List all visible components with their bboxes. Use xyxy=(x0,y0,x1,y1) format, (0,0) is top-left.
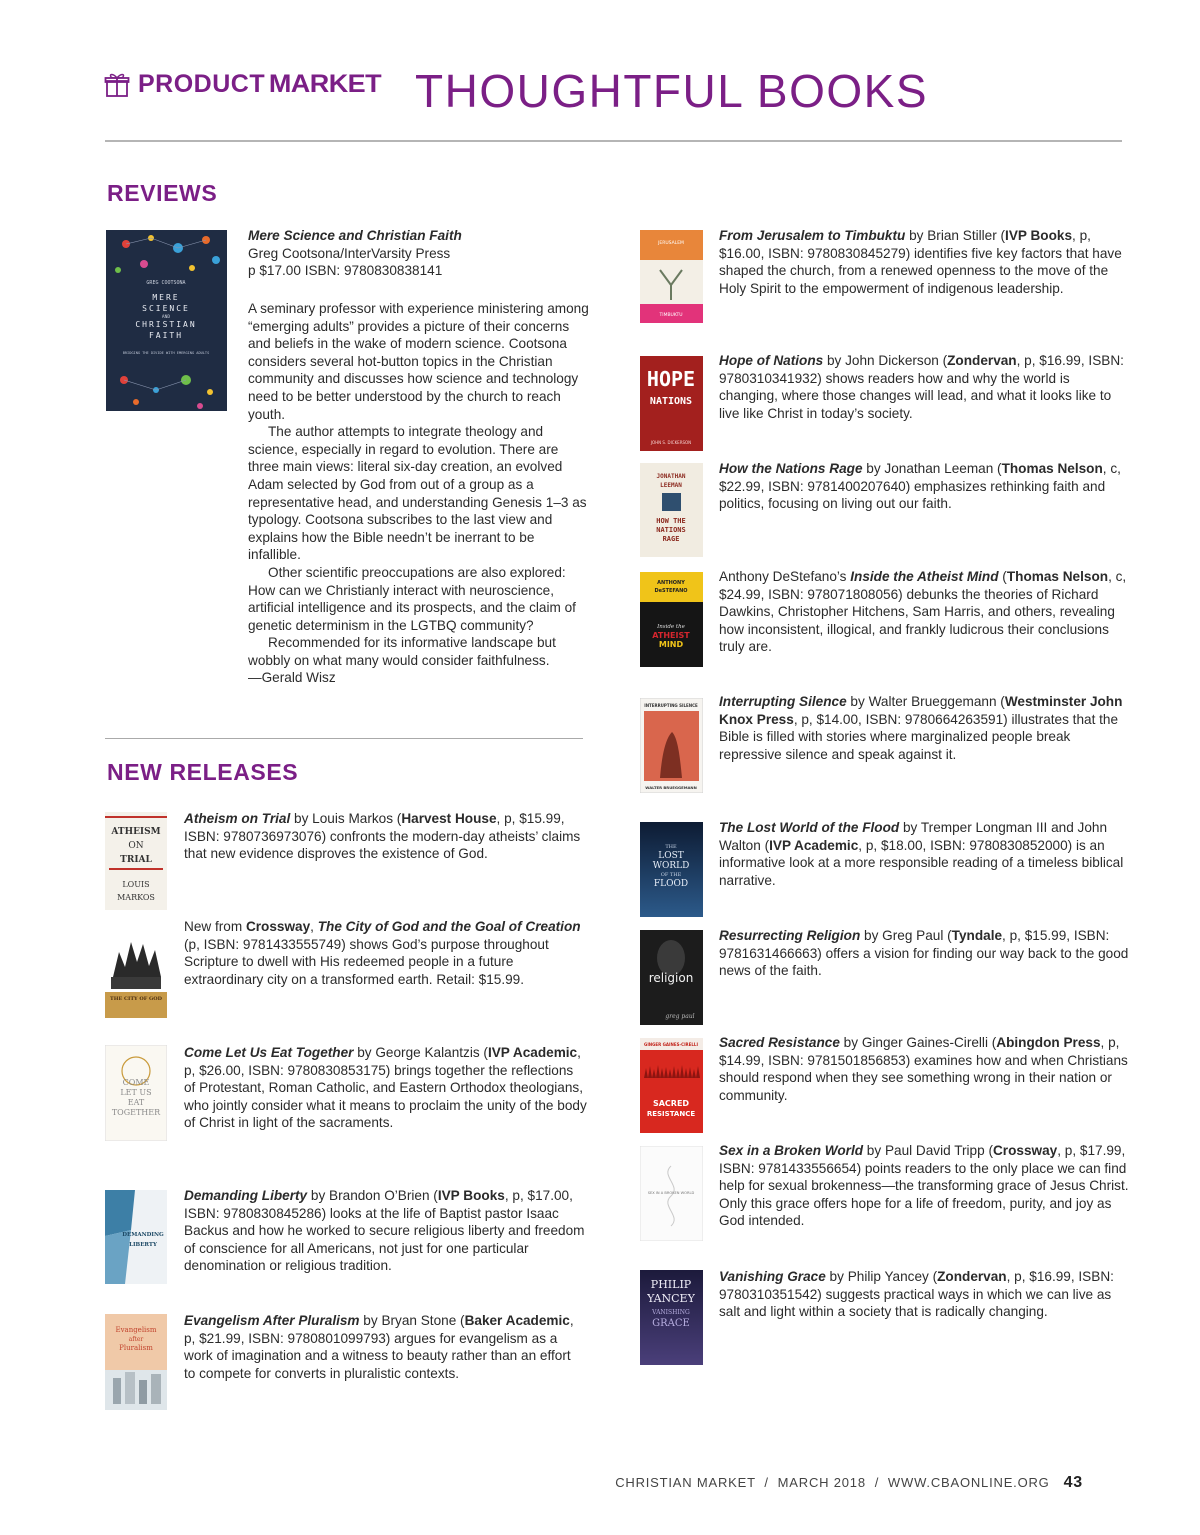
page-title: THOUGHTFUL BOOKS xyxy=(415,65,928,117)
cover-lost-world-flood xyxy=(640,822,703,917)
section-divider xyxy=(105,738,583,739)
svg-text:GINGER GAINES-CIRELLI: GINGER GAINES-CIRELLI xyxy=(644,1042,698,1047)
page-footer xyxy=(615,1474,1083,1492)
svg-text:ON: ON xyxy=(128,841,144,851)
svg-text:JONATHAN: JONATHAN xyxy=(656,473,686,480)
svg-text:COME: COME xyxy=(122,1078,150,1087)
release-entry: The Lost World of the Flood by Tremper Longman III and John Walton (IVP Academic, p, $18.00, ISBN: 9780830852000) is an informative look at a more responsible reading of a timeless biblical narrative. xyxy=(719,820,1124,888)
review-book-title: Mere Science and Christian Faith xyxy=(248,228,462,243)
release-entry: Come Let Us Eat Together by George Kalantzis (IVP Academic, p, $26.00, ISBN: 9780830853175) brings together the reflections of Protestant, Roman Catholic, and Eastern Orthodox theologians, who jointly consider what it means to proclaim the unity of the body of Christ in light of the sacraments. xyxy=(184,1045,587,1131)
cover-sacred-resistance xyxy=(640,1038,703,1133)
svg-text:LET US: LET US xyxy=(120,1088,152,1097)
review-paragraph: The author attempts to integrate theology and science, especially in regard to evolution. There are three main views: literal six-day creation, an evolved Adam selected by God from out of a group as a representative head, and understanding Genesis 1–3 as typology. Cootsona subscribes to the last view and explains how the Bible needn’t be inerrant to be infallible. xyxy=(248,424,587,563)
cover-interrupting-silence xyxy=(640,698,703,793)
section-brand xyxy=(104,70,382,99)
reviews-heading: REVIEWS xyxy=(107,180,218,206)
svg-text:MARKOS: MARKOS xyxy=(117,893,155,902)
gift-icon xyxy=(104,72,130,98)
svg-text:FLOOD: FLOOD xyxy=(653,879,689,889)
release-entry: New from Crossway, The City of God and the Goal of Creation (p, ISBN: 9781433555749) shows God’s purpose throughout Scripture to dwell with His redeemed people in a future extraordinary city on a transformed earth. Retail: $15.99. xyxy=(184,919,581,987)
release-entry: Interrupting Silence by Walter Brueggemann (Westminster John Knox Press, p, $14.00, ISBN: 9780664263591) illustrates that the Bible is filled with stories where marginalized people break repressive silence and speak against it. xyxy=(719,694,1123,762)
release-entry: Evangelism After Pluralism by Bryan Stone (Baker Academic, p, $21.99, ISBN: 9780801099793) argues for evangelism as a work of imagination and a witness to beauty rather than an effort to compete for converts in pluralistic contexts. xyxy=(184,1313,574,1381)
svg-text:DEMANDING: DEMANDING xyxy=(122,1232,164,1238)
svg-text:MERE: MERE xyxy=(152,293,180,302)
svg-text:RAGE: RAGE xyxy=(662,535,680,543)
svg-text:LIBERTY: LIBERTY xyxy=(129,1242,157,1248)
svg-text:greg paul: greg paul xyxy=(665,1013,695,1020)
release-entry: Resurrecting Religion by Greg Paul (Tyndale, p, $15.99, ISBN: 9781631466663) offers a vision for finding our way back to the good news of the faith. xyxy=(719,928,1129,979)
footer-text: CHRISTIAN MARKET / MARCH 2018 / WWW.CBAONLINE.ORG xyxy=(615,1475,1050,1490)
release-entry: Atheism on Trial by Louis Markos (Harvest House, p, $15.99, ISBN: 9780736973076) confronts the modern-day atheists’ claims that new evidence disproves the existence of God. xyxy=(184,811,581,862)
cover-resurrecting-religion xyxy=(640,930,703,1025)
release-entry: Demanding Liberty by Brandon O’Brien (IVP Books, p, $17.00, ISBN: 9780830845286) looks at the life of Baptist pastor Isaac Backus and how he worked to secure religious liberty and freedom of conscience for all Americans, not just for one particular denomination or religious tradition. xyxy=(184,1188,585,1274)
cover-hope-of-nations xyxy=(640,356,703,451)
cover-how-nations-rage xyxy=(640,463,703,557)
svg-text:THE CITY OF GOD: THE CITY OF GOD xyxy=(110,996,162,1002)
svg-text:BRIDGING THE DIVIDE WITH EMERG: BRIDGING THE DIVIDE WITH EMERGING ADULTS xyxy=(122,351,210,355)
svg-text:INTERRUPTING SILENCE: INTERRUPTING SILENCE xyxy=(644,703,698,708)
cover-jerusalem-timbuktu xyxy=(640,230,703,323)
cover-city-of-god xyxy=(105,922,167,1018)
release-entry: Hope of Nations by John Dickerson (Zondervan, p, $16.99, ISBN: 9780310341932) shows readers how and why the world is changing, where those changes will lead, and what it looks like to live like Christ in today’s society. xyxy=(719,353,1124,421)
svg-text:LOUIS: LOUIS xyxy=(122,880,150,889)
svg-text:after: after xyxy=(128,1336,144,1343)
svg-text:THE: THE xyxy=(665,844,677,850)
release-entry: Anthony DeStefano’s Inside the Atheist Mind (Thomas Nelson, c, $24.99, ISBN: 978071808056) debunks the theories of Richard Dawkins, Christopher Hitchens, Sam Harris, and others, revealing how inconsistent, illogical, and frankly ludicrous their conclusions truly are. xyxy=(719,569,1127,655)
svg-text:MIND: MIND xyxy=(658,640,684,649)
svg-text:SCIENCE: SCIENCE xyxy=(142,304,190,313)
review-paragraph: A seminary professor with experience ministering among “emerging adults” provides a picture of their concerns and beliefs in the wake of modern science. Cootsona considers several hot-button topics in the Christian community and discusses how science and technology need to be better understood by the church to reach youth. xyxy=(248,301,589,422)
svg-text:WORLD: WORLD xyxy=(652,861,690,871)
release-entry: From Jerusalem to Timbuktu by Brian Stiller (IVP Books, p, $16.00, ISBN: 9780830845279) identifies five key factors that have shaped the church, from a renewed openness to the move of the Holy Spirit to the empowerment of indigenous leadership. xyxy=(719,228,1122,296)
svg-text:religion: religion xyxy=(648,971,694,985)
review-body xyxy=(248,300,590,687)
new-releases-heading: NEW RELEASES xyxy=(107,759,299,785)
svg-text:CHRISTIAN: CHRISTIAN xyxy=(135,320,197,329)
review-paragraph: Recommended for its informative landscape but wobbly on what many would consider faithfulness. xyxy=(248,635,556,668)
svg-text:Pluralism: Pluralism xyxy=(119,1344,153,1352)
svg-text:NATIONS: NATIONS xyxy=(656,526,686,534)
svg-text:ANTHONY: ANTHONY xyxy=(657,580,685,586)
svg-text:TIMBUKTU: TIMBUKTU xyxy=(659,313,683,318)
review-paragraph: Other scientific preoccupations are also explored: How can we Christianly interact with neuroscience, artificial intelligence and its prospects, and the claim of genetic determinism in the LGTBQ community? xyxy=(248,564,576,633)
svg-text:RESISTANCE: RESISTANCE xyxy=(646,1110,696,1118)
svg-text:LOST: LOST xyxy=(658,851,684,861)
svg-text:HOPE: HOPE xyxy=(646,367,696,391)
review-citation xyxy=(248,227,588,280)
release-entry: Sacred Resistance by Ginger Gaines-Cirelli (Abingdon Press, p, $14.99, ISBN: 9781501856853) examines how and when Christians should respond when they see something wrong in their nation or community. xyxy=(719,1035,1128,1103)
review-author-publisher: Greg Cootsona/InterVarsity Press xyxy=(248,245,451,261)
svg-text:WALTER BRUEGGEMANN: WALTER BRUEGGEMANN xyxy=(645,785,697,790)
cover-author: GREG COOTSONA xyxy=(146,280,186,286)
svg-text:PHILIP: PHILIP xyxy=(650,1278,692,1291)
svg-text:SACRED: SACRED xyxy=(652,1099,690,1108)
cover-mere-science xyxy=(106,230,227,411)
svg-text:DeSTEFANO: DeSTEFANO xyxy=(654,588,688,594)
cover-inside-atheist-mind xyxy=(640,572,703,667)
svg-text:GRACE: GRACE xyxy=(652,1318,690,1329)
svg-text:JERUSALEM: JERUSALEM xyxy=(658,241,684,246)
svg-text:Evangelism: Evangelism xyxy=(115,1326,157,1334)
svg-text:EAT: EAT xyxy=(127,1098,145,1107)
release-entry: Vanishing Grace by Philip Yancey (Zondervan, p, $16.99, ISBN: 9780310351542) suggests practical ways in which we can live as salt and light within a society that is radically changing. xyxy=(719,1269,1114,1320)
header-divider xyxy=(105,140,1122,142)
cover-vanishing-grace xyxy=(640,1270,703,1365)
cover-evangelism-after-pluralism xyxy=(105,1314,167,1410)
page-number: 43 xyxy=(1063,1474,1083,1491)
release-entry: How the Nations Rage by Jonathan Leeman (Thomas Nelson, c, $22.99, ISBN: 9781400207640) emphasizes rethinking faith and politics, focusing on living out our faith. xyxy=(719,461,1121,512)
svg-text:ATHEIST: ATHEIST xyxy=(652,631,690,640)
svg-text:JOHN S. DICKERSON: JOHN S. DICKERSON xyxy=(650,440,692,445)
svg-text:VANISHING: VANISHING xyxy=(652,1309,690,1316)
reviewer-signature: —Gerald Wisz xyxy=(248,670,336,686)
cover-sex-broken-world xyxy=(640,1146,703,1241)
svg-text:LEEMAN: LEEMAN xyxy=(660,482,682,489)
brand-product: PRODUCT xyxy=(138,70,266,98)
svg-text:NATIONS: NATIONS xyxy=(649,396,693,407)
svg-text:Inside the: Inside the xyxy=(657,624,685,630)
cover-demanding-liberty xyxy=(105,1190,167,1284)
svg-text:AND: AND xyxy=(161,315,171,320)
svg-text:OF THE: OF THE xyxy=(660,872,682,878)
brand-market: MARKET xyxy=(268,70,382,98)
svg-text:TOGETHER: TOGETHER xyxy=(111,1108,161,1117)
svg-text:YANCEY: YANCEY xyxy=(647,1292,695,1305)
svg-text:TRIAL: TRIAL xyxy=(120,855,152,865)
release-entry: Sex in a Broken World by Paul David Tripp (Crossway, p, $17.99, ISBN: 9781433556654) points readers to the only place we can find help for sexual brokenness—the transforming grace of Jesus Christ. Only this grace offers hope for a life of freedom, purity, and joy as God intended. xyxy=(719,1143,1129,1229)
cover-atheism-on-trial xyxy=(105,812,167,910)
svg-text:HOW THE: HOW THE xyxy=(656,517,686,525)
review-price-isbn: p $17.00 ISBN: 9780830838141 xyxy=(248,263,443,279)
svg-text:ATHEISM: ATHEISM xyxy=(111,827,161,837)
svg-text:SEX IN A BROKEN WORLD: SEX IN A BROKEN WORLD xyxy=(647,1191,695,1195)
svg-text:FAITH: FAITH xyxy=(148,331,184,340)
cover-come-let-us-eat xyxy=(105,1045,167,1141)
